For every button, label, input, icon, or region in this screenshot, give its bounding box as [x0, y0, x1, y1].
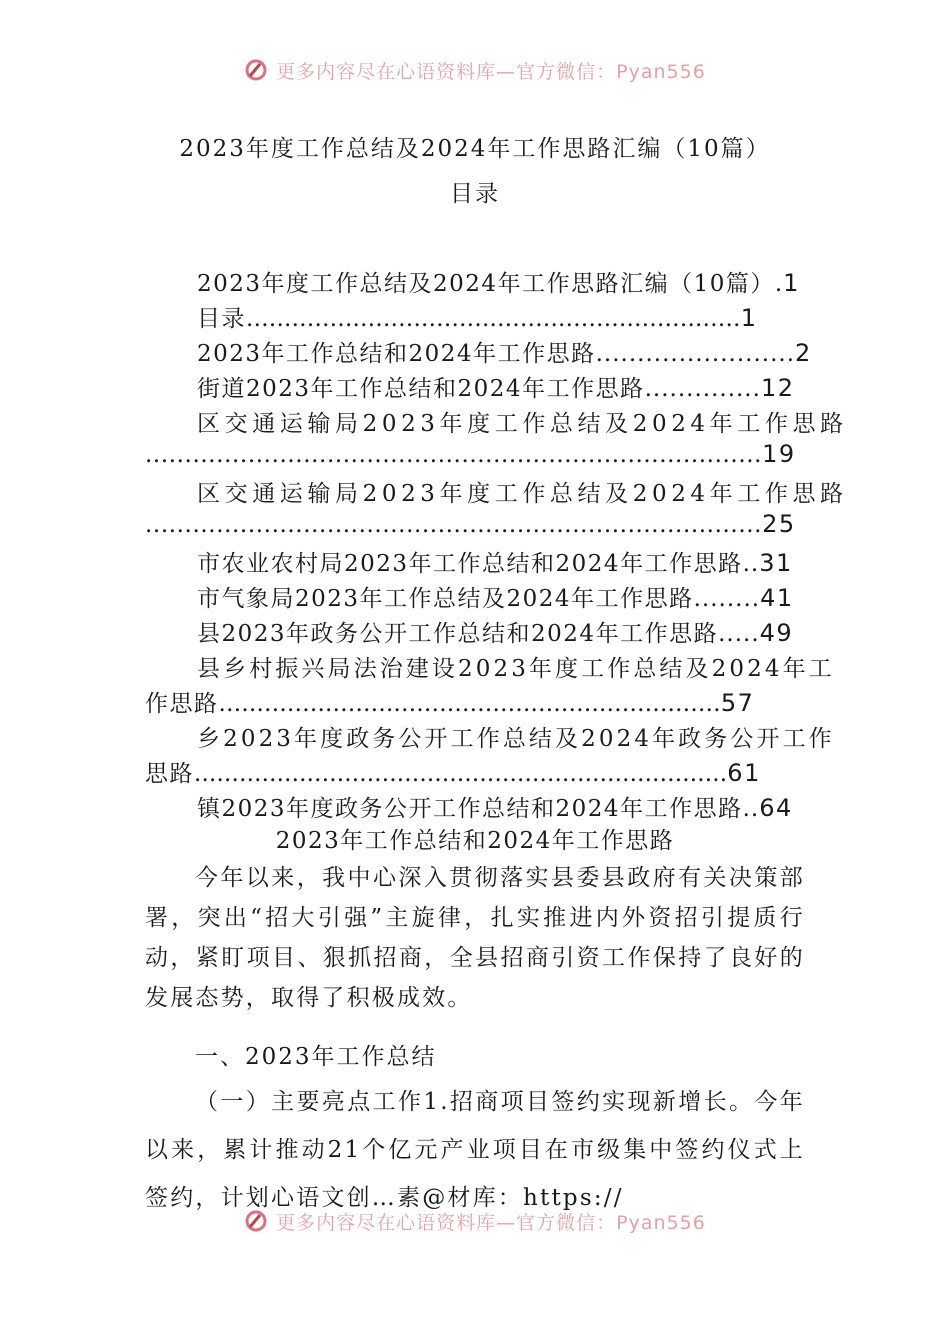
toc-entry[interactable] — [197, 790, 793, 823]
toc-entry[interactable] — [197, 265, 800, 298]
brand-logo-icon — [244, 1209, 268, 1233]
toc-page-number: 1 — [783, 269, 800, 297]
toc-page-number: 64 — [759, 794, 793, 822]
toc-page-number: 2 — [795, 339, 812, 367]
toc-entry-title: 作思路 — [145, 691, 219, 717]
toc-entry[interactable] — [197, 335, 812, 368]
toc-page-number: 19 — [762, 440, 796, 468]
toc-entry[interactable] — [197, 370, 794, 403]
toc-entry-continuation[interactable] — [145, 510, 796, 538]
toc-entry-continuation[interactable] — [145, 685, 754, 718]
toc-entry-title: 街道2023年工作总结和2024年工作思路 — [197, 376, 645, 402]
toc-page-number: 41 — [760, 584, 794, 612]
toc-leader: ....................................................................... — [194, 761, 728, 787]
toc-entry-title: 区交通运输局2023年度工作总结及2024年工作思路 — [197, 481, 848, 507]
toc-entry-title: 目录 — [197, 306, 246, 332]
toc-page-number: 1 — [740, 304, 758, 332]
toc-entry-title: 思路 — [145, 761, 194, 787]
toc-entry[interactable] — [197, 300, 758, 333]
toc-leader: .............. — [644, 376, 761, 402]
toc-entry[interactable] — [197, 405, 848, 438]
toc-leader: . — [774, 271, 784, 297]
toc-entry-title: 市农业农村局2023年工作总结和2024年工作思路 — [197, 551, 743, 577]
watermark-top — [0, 55, 950, 85]
toc-leader: .. — [742, 796, 760, 822]
toc-leader: ................................................................. — [246, 306, 741, 332]
toc-entry-title: 市气象局2023年工作总结及2024年工作思路 — [197, 586, 694, 612]
toc-entry-title: 区交通运输局2023年度工作总结及2024年工作思路 — [197, 411, 848, 437]
toc-entry-title: 镇2023年度政务公开工作总结和2024年工作思路 — [197, 796, 743, 822]
toc-entry-continuation[interactable] — [145, 440, 796, 468]
toc-leader: .. — [742, 551, 760, 577]
document-title: 2023年度工作总结及2024年工作思路汇编（10篇） — [179, 136, 771, 162]
toc-leader: .................................................................. — [218, 691, 721, 717]
watermark-text: 更多内容尽在心语资料库—官方微信：Pyan556 — [276, 1211, 706, 1234]
toc-heading: 目录 — [450, 181, 500, 207]
toc-leader: ........................ — [595, 341, 796, 367]
toc-leader: ........ — [693, 586, 761, 612]
toc-page-number: 49 — [759, 619, 794, 647]
toc-page-number: 12 — [760, 374, 795, 402]
toc-entry[interactable] — [197, 545, 793, 578]
toc-leader: .............................................................................. — [145, 442, 763, 468]
toc-entry-title: 2023年工作总结和2024年工作思路 — [197, 341, 596, 367]
toc-entry[interactable] — [197, 720, 835, 753]
toc-entry-continuation[interactable] — [145, 755, 761, 788]
watermark-text: 更多内容尽在心语资料库—官方微信：Pyan556 — [276, 60, 706, 83]
toc-page-number: 57 — [720, 689, 755, 717]
toc-leader: ..... — [718, 621, 760, 647]
watermark-bottom — [0, 1206, 950, 1236]
toc-entry[interactable] — [197, 475, 848, 508]
article-paragraph: （一）主要亮点工作1.招商项目签约实现新增长。今年以来，累计推动21个亿元产业项目在市级集中签约仪式上签约，计划心语文创…素@材库：https:// — [145, 1089, 805, 1211]
toc-page-number: 61 — [727, 759, 761, 787]
toc-entry[interactable] — [197, 580, 794, 613]
toc-entry-title: 2023年度工作总结及2024年工作思路汇编（10篇） — [197, 271, 775, 297]
toc-entry-title: 县乡村振兴局法治建设2023年度工作总结及2024年工 — [197, 656, 835, 682]
article-intro-paragraph: 今年以来，我中心深入贯彻落实县委县政府有关决策部署，突出“招大引强”主旋律，扎实推进内外资招引提质行动，紧盯项目、狠抓招商，全县招商引资工作保持了良好的发展态势，取得了积极成效。 — [145, 865, 805, 1011]
toc-entry-title: 乡2023年度政务公开工作总结及2024年政务公开工作 — [197, 726, 835, 752]
article-heading: 2023年工作总结和2024年工作思路 — [275, 828, 675, 854]
toc-entry[interactable] — [197, 615, 793, 648]
toc-page-number: 31 — [759, 549, 793, 577]
brand-logo-icon — [244, 58, 268, 82]
toc-entry-title: 县2023年政务公开工作总结和2024年工作思路 — [197, 621, 719, 647]
toc-page-number: 25 — [762, 510, 796, 538]
section-heading: 一、2023年工作总结 — [195, 1044, 437, 1070]
toc-entry[interactable] — [197, 650, 835, 683]
toc-leader: .............................................................................. — [145, 512, 763, 538]
